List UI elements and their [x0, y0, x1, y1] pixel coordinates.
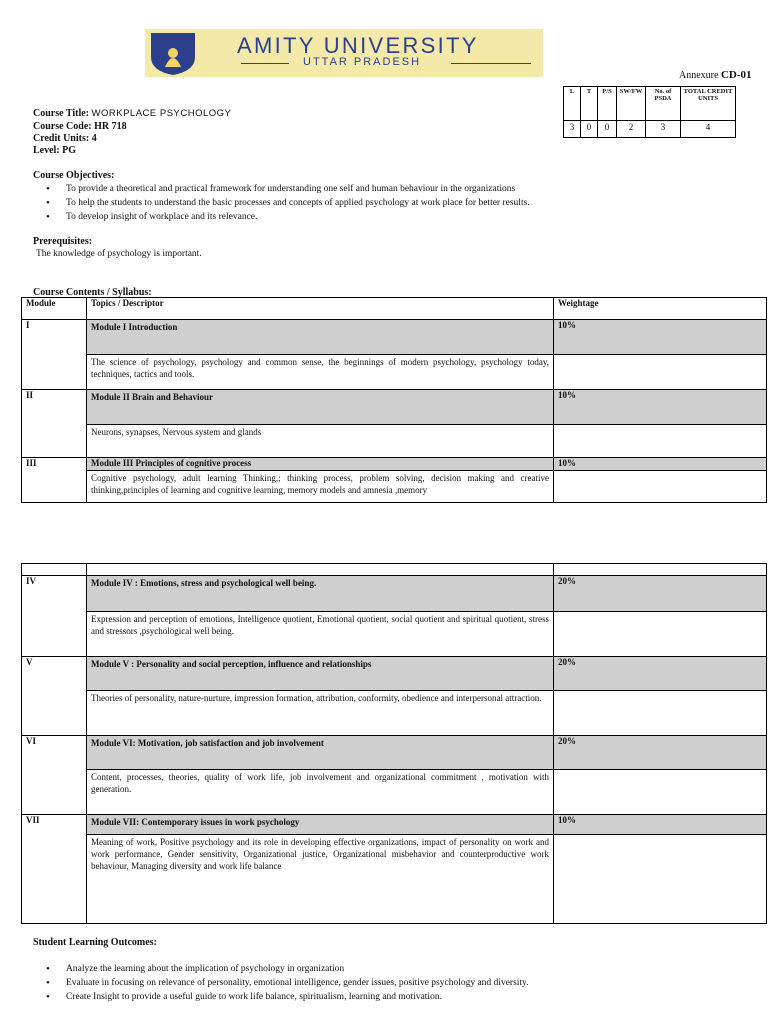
credit-units-text: Credit Units: 4 — [33, 133, 97, 144]
syllabus-table-part1 — [21, 297, 767, 503]
credit-header-l: L — [564, 87, 581, 121]
column-header-module: Module — [22, 298, 87, 320]
table-row — [22, 458, 767, 471]
module-title-cell — [87, 736, 554, 770]
table-row — [22, 612, 767, 657]
annexure-code: CD-01 — [720, 69, 752, 81]
module-weight: 10% — [554, 458, 767, 471]
empty-cell — [554, 835, 767, 924]
module-description: Cognitive psychology, adult learning Thinking,; thinking process, problem solving, decision making and creative thinking,principles of learning and cognitive learning, memory models and amnesia ,memory — [91, 473, 549, 495]
credit-value-total: 4 — [681, 121, 736, 138]
course-code-text: Course Code: HR 718 — [33, 121, 127, 132]
credit-value-swfw: 2 — [617, 121, 646, 138]
syllabus-table-part2 — [21, 563, 767, 924]
column-header-weightage: Weightage — [554, 298, 767, 320]
outcome-item: • Create Insight to provide a useful guide to work life balance, spiritualism, learning and motivation. — [46, 990, 529, 1004]
module-number: IV — [22, 576, 87, 657]
module-description: Expression and perception of emotions, Intelligence quotient, Emotional quotient, social quotient and spiritual quotient, stress and stressors ,psychological well being. — [91, 614, 549, 636]
module-desc-cell — [87, 355, 554, 390]
course-title-value: WORKPLACE PSYCHOLOGY — [91, 108, 232, 119]
campus-name: UTTAR PRADESH — [303, 56, 422, 68]
module-number: VI — [22, 736, 87, 815]
table-row — [22, 425, 767, 458]
module-desc-cell — [87, 471, 554, 503]
annexure-label — [679, 69, 752, 81]
module-desc-cell — [87, 612, 554, 657]
credit-value-ps: 0 — [598, 121, 617, 138]
module-description: Meaning of work, Positive psychology and its role in developing effective organizations, impact of personality on work and work performance, Gender sensitivity, Organizational justice, Organizational misbehavior and counterproductive work behaviour, Managing diversity and work life balance — [91, 837, 549, 871]
course-level — [33, 145, 76, 156]
empty-cell — [554, 770, 767, 815]
objectives-list — [46, 182, 530, 224]
table-row — [22, 576, 767, 612]
table-row — [22, 471, 767, 503]
credit-header-swfw: SW/FW — [617, 87, 646, 121]
amity-crest-logo — [145, 29, 201, 77]
module-number: VII — [22, 815, 87, 924]
module-title: Module III Principles of cognitive process — [91, 458, 252, 468]
module-title: Module I Introduction — [91, 322, 178, 332]
module-title: Module VII: Contemporary issues in work psychology — [91, 817, 300, 827]
module-desc-cell — [87, 691, 554, 736]
module-number: III — [22, 458, 87, 503]
table-row — [22, 320, 767, 355]
course-title — [33, 108, 231, 119]
university-name: AMITY UNIVERSITY — [237, 33, 479, 58]
module-title-cell — [87, 657, 554, 691]
empty-cell — [87, 564, 554, 576]
objective-item: • To provide a theoretical and practical framework for understanding one self and human behaviour in the organizations — [46, 182, 530, 196]
empty-cell — [554, 355, 767, 390]
module-description: The science of psychology, psychology and common sense, the beginnings of modern psychology, psychology today, techniques, tactics and tools. — [91, 357, 549, 379]
module-desc-cell — [87, 835, 554, 924]
module-title-cell — [87, 815, 554, 835]
credit-header-total: TOTAL CREDIT UNITS — [681, 87, 736, 121]
module-description: Neurons, synapses, Nervous system and glands — [91, 427, 262, 437]
module-weight: 10% — [554, 815, 767, 835]
module-title-cell — [87, 320, 554, 355]
credit-units — [33, 133, 97, 144]
table-row — [22, 736, 767, 770]
module-title-cell — [87, 576, 554, 612]
module-title: Module II Brain and Behaviour — [91, 392, 214, 402]
module-title: Module VI: Motivation, job satisfaction and job involvement — [91, 738, 324, 748]
module-number: V — [22, 657, 87, 736]
objective-item: • To develop insight of workplace and its relevance. — [46, 210, 530, 224]
module-weight: 10% — [554, 320, 767, 355]
empty-cell — [554, 564, 767, 576]
module-title-cell — [87, 458, 554, 471]
empty-cell — [22, 564, 87, 576]
module-title: Module V : Personality and social perception, influence and relationships — [91, 659, 372, 669]
course-title-label: Course Title: — [33, 108, 90, 119]
empty-cell — [554, 471, 767, 503]
credit-units-table — [563, 86, 736, 138]
syllabus-header-row — [22, 298, 767, 320]
outcomes-heading: Student Learning Outcomes: — [33, 937, 157, 948]
credit-header-t: T — [581, 87, 598, 121]
module-desc-cell — [87, 425, 554, 458]
objectives-heading: Course Objectives: — [33, 170, 115, 181]
module-title: Module IV : Emotions, stress and psychological well being. — [91, 578, 317, 588]
column-header-topics: Topics / Descriptor — [87, 298, 554, 320]
module-weight: 20% — [554, 657, 767, 691]
course-level-text: Level: PG — [33, 145, 77, 156]
module-desc-cell — [87, 770, 554, 815]
module-number: I — [22, 320, 87, 390]
annexure-text: Annexure — [679, 70, 719, 81]
table-row — [22, 564, 767, 576]
module-description: Content, processes, theories, quality of work life, job involvement and organizational commitment , motivation with generation. — [91, 772, 549, 794]
empty-cell — [554, 691, 767, 736]
table-row — [22, 770, 767, 815]
table-row — [22, 691, 767, 736]
module-weight: 20% — [554, 576, 767, 612]
module-title-cell — [87, 390, 554, 425]
table-row — [22, 657, 767, 691]
module-weight: 20% — [554, 736, 767, 770]
outcomes-list — [46, 962, 529, 1004]
objective-item: • To help the students to understand the basic processes and concepts of applied psychology at work place for better results. — [46, 196, 530, 210]
empty-cell — [554, 425, 767, 458]
credit-value-psda: 3 — [646, 121, 681, 138]
outcome-item: • Analyze the learning about the implication of psychology in organization — [46, 962, 529, 976]
table-row — [22, 835, 767, 924]
module-weight: 10% — [554, 390, 767, 425]
credit-value-t: 0 — [581, 121, 598, 138]
table-row — [22, 815, 767, 835]
credit-header-psda: No. of PSDA — [646, 87, 681, 121]
table-row — [22, 390, 767, 425]
empty-cell — [554, 612, 767, 657]
prerequisites-heading: Prerequisites: — [33, 236, 93, 247]
prerequisites-text: The knowledge of psychology is important. — [36, 249, 202, 259]
syllabus-heading: Course Contents / Syllabus: — [33, 287, 152, 298]
course-code — [33, 121, 127, 132]
credit-value-l: 3 — [564, 121, 581, 138]
university-banner — [145, 29, 543, 77]
module-number: II — [22, 390, 87, 458]
module-description: Theories of personality, nature-nurture, impression formation, attribution, conformity, obedience and interpersonal attraction. — [91, 693, 542, 703]
campus-subtitle — [241, 56, 541, 70]
credit-header-ps: P/S — [598, 87, 617, 121]
table-row — [22, 355, 767, 390]
outcome-item: • Evaluate in focusing on relevance of personality, emotional intelligence, gender issues, positive psychology and diversity. — [46, 976, 529, 990]
